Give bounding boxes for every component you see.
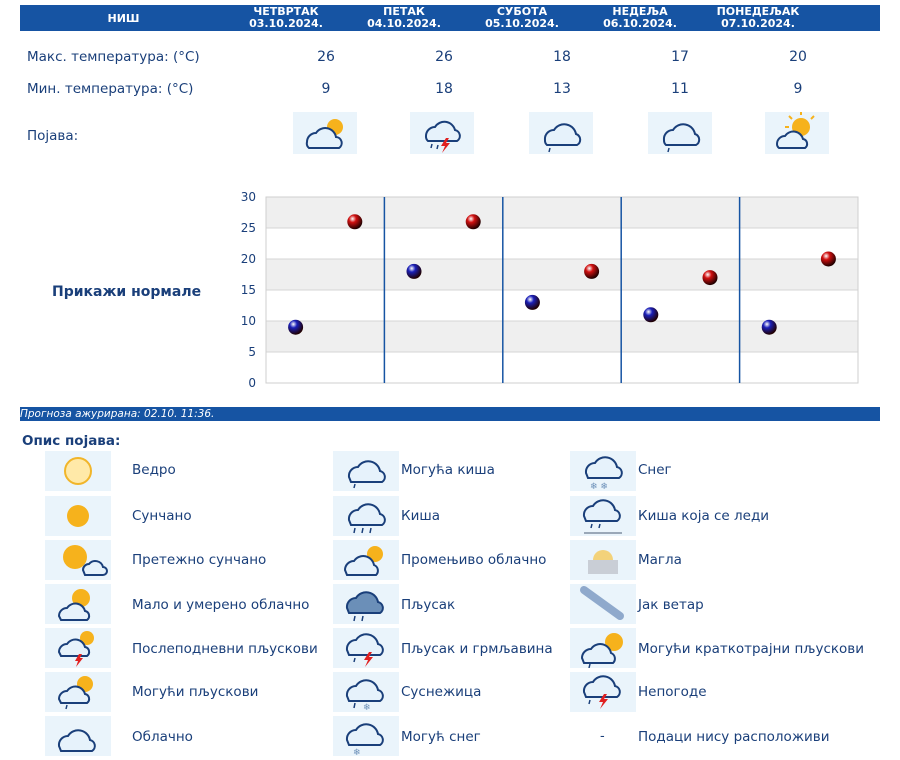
y-tick-label: 15 <box>240 283 256 297</box>
day-header <box>463 6 581 30</box>
max-temp-value: 18 <box>553 49 571 65</box>
grid-band <box>266 290 858 321</box>
day-header <box>345 6 463 30</box>
legend-label: Ведро <box>132 462 176 478</box>
possible-snow-icon <box>333 716 399 756</box>
day-header <box>581 6 699 30</box>
possible-rain-icon <box>333 451 399 491</box>
fog-icon <box>570 540 636 580</box>
variable-cloudy-icon <box>333 540 399 580</box>
max-temp-point <box>584 264 599 279</box>
legend-label: Пљусак <box>401 597 456 613</box>
day-name: СУБОТА <box>496 5 548 18</box>
partly-cloudy-sun-icon[interactable] <box>293 112 357 154</box>
day-name: НЕДЕЉА <box>612 5 668 18</box>
legend-label: Промењиво облачно <box>401 552 547 568</box>
min-temp-label: Мин. температура: (°C) <box>27 81 194 97</box>
legend-label: Мало и умерено облачно <box>132 597 310 613</box>
day-date: 06.10.2024. <box>603 17 677 30</box>
freezing-rain-icon <box>570 496 636 536</box>
y-tick-label: 0 <box>248 376 256 390</box>
phenomenon-label: Појава: <box>27 128 79 144</box>
y-tick-label: 30 <box>240 190 256 204</box>
legend-label: Суснежица <box>401 684 482 700</box>
legend-label: Облачно <box>132 729 193 745</box>
min-temp-point <box>525 295 540 310</box>
partly-cloudy-icon <box>45 584 111 624</box>
svg-text:❄ ❄: ❄ ❄ <box>590 482 608 491</box>
min-temp-point <box>762 320 777 335</box>
cloudy-icon <box>45 716 111 756</box>
day-date: 07.10.2024. <box>721 17 795 30</box>
thunderstorm-icon <box>333 628 399 668</box>
day-name: ЧЕТВРТАК <box>253 5 319 18</box>
legend-label: Јак ветар <box>638 597 704 613</box>
max-temp-label: Макс. температура: (°C) <box>27 49 200 65</box>
legend-label: Непогоде <box>638 684 707 700</box>
legend-label: Могућ снег <box>401 729 481 745</box>
day-name: ПЕТАК <box>383 5 425 18</box>
max-temp-value: 26 <box>317 49 335 65</box>
forecast-updated-bar <box>20 407 880 421</box>
day-header <box>227 6 345 30</box>
legend-label: Снег <box>638 462 672 478</box>
grid-band <box>266 228 858 259</box>
temperature-chart <box>222 190 862 390</box>
y-tick-label: 5 <box>248 345 256 359</box>
day-date: 04.10.2024. <box>367 17 441 30</box>
min-temp-point <box>288 320 303 335</box>
day-date: 03.10.2024. <box>249 17 323 30</box>
cloud-drizzle-icon[interactable] <box>648 112 712 154</box>
min-temp-value: 11 <box>671 81 689 97</box>
legend-label: Подаци нису расположиви <box>638 729 830 745</box>
possible-brief-showers-icon <box>570 628 636 668</box>
legend-label: Сунчано <box>132 508 192 524</box>
partly-sunny-icon[interactable] <box>765 112 829 154</box>
rain-icon <box>333 496 399 536</box>
min-temp-value: 18 <box>435 81 453 97</box>
min-temp-value: 9 <box>321 81 331 97</box>
max-temp-value: 17 <box>671 49 689 65</box>
legend-title: Опис појава: <box>22 433 121 449</box>
cloud-drizzle-icon[interactable] <box>529 112 593 154</box>
legend-label: Киша <box>401 508 440 524</box>
no-data-icon: - <box>600 729 605 744</box>
legend-label: Послеподневни пљускови <box>132 641 318 657</box>
city-name: НИШ <box>107 12 140 25</box>
snow-icon <box>570 451 636 491</box>
max-temp-value: 20 <box>789 49 807 65</box>
thunderstorm-shower-icon[interactable] <box>410 112 474 154</box>
sunny-icon <box>45 496 111 536</box>
legend-label: Могући краткотрајни пљускови <box>638 641 865 657</box>
shower-icon <box>333 584 399 624</box>
day-date: 05.10.2024. <box>485 17 559 30</box>
legend-label: Претежно сунчано <box>132 552 267 568</box>
max-temp-point <box>466 214 481 229</box>
min-temp-value: 9 <box>793 81 803 97</box>
forecast-updated-text: Прогноза ажурирана: 02.10. 11:36. <box>20 408 215 420</box>
min-temp-value: 13 <box>553 81 571 97</box>
sleet-icon <box>333 672 399 712</box>
day-header <box>699 6 817 30</box>
max-temp-point <box>347 214 362 229</box>
max-temp-point <box>821 252 836 267</box>
max-temp-point <box>703 270 718 285</box>
mostly-sunny-icon <box>45 540 111 580</box>
strong-wind-icon <box>570 584 636 624</box>
legend-label: Магла <box>638 552 682 568</box>
y-tick-label: 10 <box>240 314 256 328</box>
y-tick-label: 20 <box>240 252 256 266</box>
min-temp-point <box>643 307 658 322</box>
svg-text:❄: ❄ <box>353 748 361 756</box>
severe-weather-icon <box>570 672 636 712</box>
possible-showers-icon <box>45 672 111 712</box>
max-temp-value: 26 <box>435 49 453 65</box>
show-normals-link[interactable]: Прикажи нормале <box>52 284 202 300</box>
afternoon-showers-icon <box>45 628 111 668</box>
grid-band <box>266 352 858 383</box>
legend-label: Могућа киша <box>401 462 495 478</box>
grid-band <box>266 259 858 290</box>
day-name: ПОНЕДЕЉАК <box>716 5 800 18</box>
forecast-header <box>20 5 880 31</box>
min-temp-point <box>407 264 422 279</box>
legend-label: Киша која се леди <box>638 508 770 524</box>
clear-sun-icon <box>45 451 111 491</box>
legend-label: Пљусак и грмљавина <box>401 641 553 657</box>
legend-label: Могући пљускови <box>132 684 259 700</box>
svg-text:❄: ❄ <box>363 703 371 712</box>
y-tick-label: 25 <box>240 221 256 235</box>
